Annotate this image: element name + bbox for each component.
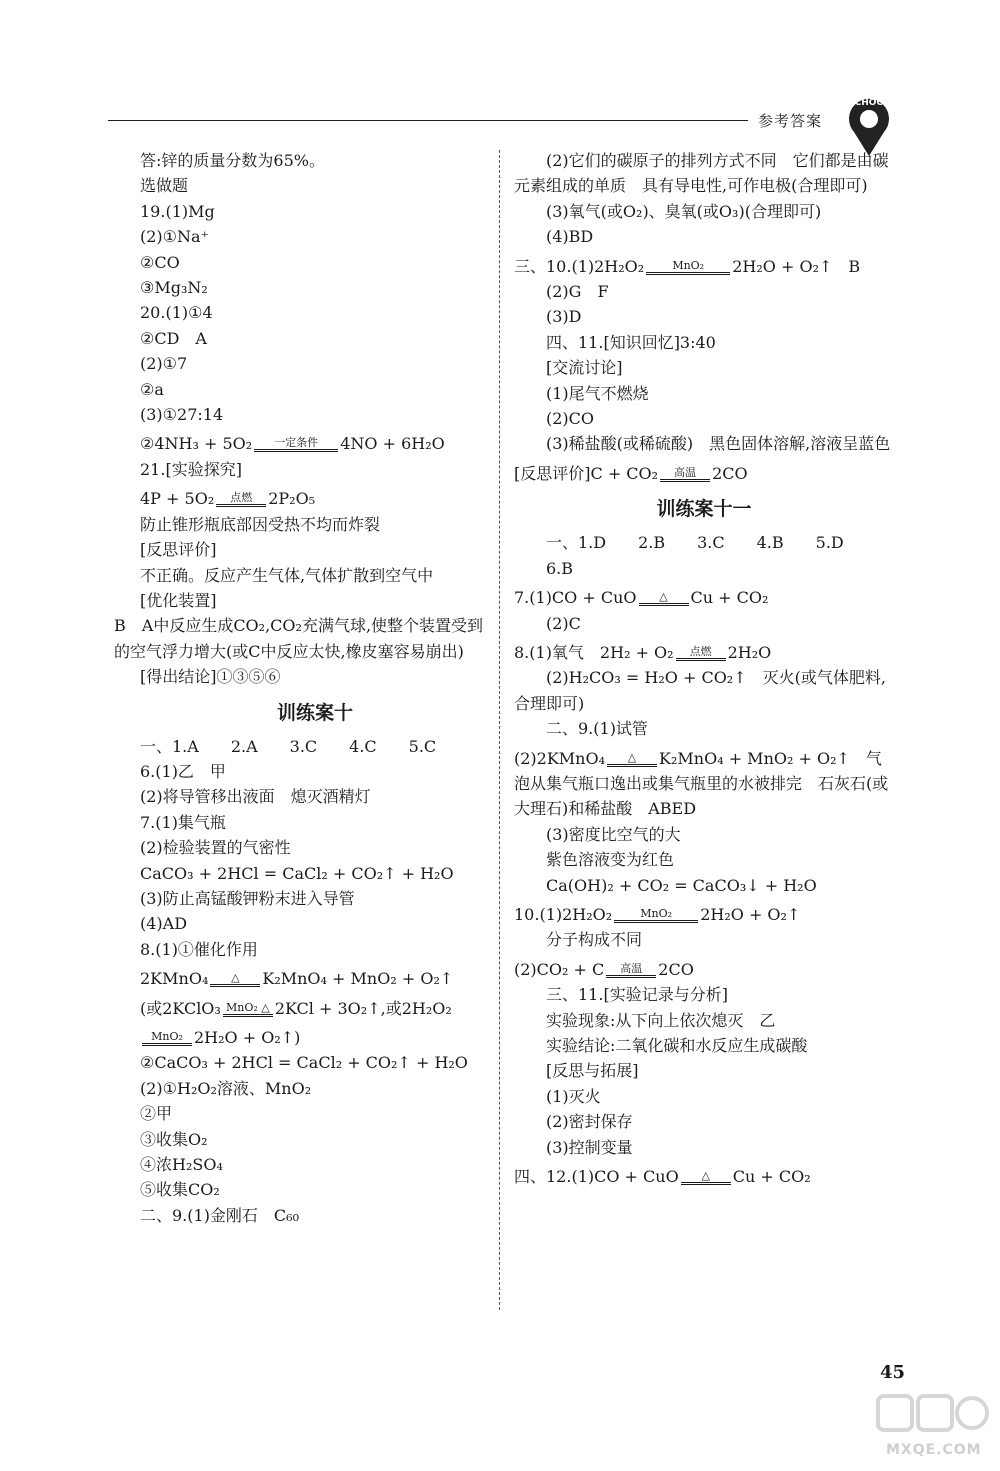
answer-line: (3)密度比空气的大 [546,824,681,844]
answer-line: 21.[实验探究] [140,459,242,479]
equation-condition: 一定条件 [254,437,338,452]
equation-right: K₂MnO₄ + MnO₂ + O₂↑ 气 [659,748,882,768]
equation-right: Cu + CO₂ [690,588,769,608]
right-column [514,148,894,1189]
answer-line: (2)检验装置的气密性 [140,838,291,858]
equation [514,250,894,279]
answer-line: [交流讨论] [546,358,623,378]
equation [140,962,490,991]
equation-left: 10.(1)2H₂O₂ [514,904,613,924]
answer-line: (1)尾气不燃烧 [546,383,649,403]
answer-line: B A中反应生成CO₂,CO₂充满气球,使整个装置受到的空气浮力增大(或C中反应太快,橡皮塞容易崩出) [114,616,484,661]
answer-line: (2)它们的碳原子的排列方式不同 它们都是由碳元素组成的单质 具有导电性,可作电极(合理即可) [514,151,889,196]
equation-right: 2H₂O + O₂↑ [700,904,801,924]
answer-line: [反思评价] [140,540,217,560]
answer-line: 不正确。反应产生气体,气体扩散到空气中 [140,565,434,585]
equation-right: 2CO [712,463,748,483]
school-logo-text: SCHOOL [848,98,890,108]
equation [140,1021,490,1050]
equation-condition: MnO₂ [142,1031,192,1046]
answer-line: (3)D [546,307,582,327]
answer-line: 一、1.A 2.A 3.C 4.C 5.C [140,736,437,756]
equation-condition: 高温 [660,467,710,482]
answer-line: ③收集O₂ [140,1129,208,1149]
answer-line: [得出结论]①③⑤⑥ [140,667,281,687]
answer-line: (3)防止高锰酸钾粉末进入导管 [140,888,355,908]
equation-condition: △ [607,752,657,767]
answer-line: 三、11.[实验记录与分析] [546,985,728,1005]
answer-line: ②甲 [140,1104,173,1124]
answer-line: (2)密封保存 [546,1112,633,1132]
equation-left: (或2KClO₃ [140,998,221,1018]
answer-line: 二、9.(1)金刚石 C₆₀ [140,1205,300,1225]
equation [140,427,490,456]
equation-left: 8.(1)氧气 2H₂ + O₂ [514,642,674,662]
equation-right: 2H₂O [727,642,772,662]
equation-right: 2KCl + 3O₂↑,或2H₂O₂ [274,998,452,1018]
equation-right: Cu + CO₂ [732,1167,811,1187]
answer-line: (4)AD [140,914,188,934]
answer-line: 实验结论:二氧化碳和水反应生成碳酸 [546,1036,808,1055]
equation-condition: △ [681,1170,731,1185]
left-column [114,148,490,1228]
answer-line: (2)H₂CO₃ = H₂O + CO₂↑ 灭火(或气体肥料,合理即可) [514,668,886,713]
answer-line: ②CO [140,252,180,272]
answer-line: 防止锥形瓶底部因受热不均而炸裂 [140,514,381,534]
equation [514,953,894,982]
equation-right: 2H₂O + O₂↑ B [732,256,861,276]
equation-left: 4P + 5O₂ [140,489,215,509]
equation-left: 三、10.(1)2H₂O₂ [514,256,645,276]
watermark-icon [860,1390,990,1470]
equation [514,636,894,665]
answer-line: (2)①H₂O₂溶液、MnO₂ [140,1078,312,1098]
equation [514,1160,894,1189]
answer-line: ②CD A [140,328,207,348]
answer-line: 紫色溶液变为红色 [546,850,675,870]
equation-left: 7.(1)CO + CuO [514,588,637,608]
answer-line: 一、1.D 2.B 3.C 4.B 5.D [546,533,844,553]
answer-line: 答:锌的质量分数为65%。 [140,151,325,170]
answer-line: 8.(1)①催化作用 [140,939,258,959]
column-divider [499,150,500,1310]
equation [514,457,894,486]
answer-line: (2)①7 [140,354,188,374]
answer-line: 分子构成不同 [546,930,643,950]
equation-left: (2)2KMnO₄ [514,748,606,768]
answer-line: (4)BD [546,227,594,247]
answer-line: 6.(1)乙 甲 [140,761,226,781]
answer-line: 19.(1)Mg [140,201,215,221]
answer-line: 泡从集气瓶口逸出或集气瓶里的水被排完 石灰石(或大理石)和稀盐酸 ABED [514,773,889,819]
answer-line: (3)氧气(或O₂)、臭氧(或O₃)(合理即可) [546,201,822,221]
equation-right: K₂MnO₄ + MnO₂ + O₂↑ [262,969,454,989]
answer-line: ②CaCO₃ + 2HCl = CaCl₂ + CO₂↑ + H₂O [140,1053,468,1073]
equation-condition: 点燃 [676,646,726,661]
equation-condition: MnO₂ [614,908,698,923]
answer-line: 7.(1)集气瓶 [140,812,226,832]
answer-line: (2)C [546,613,581,633]
header-label: 参考答案 [758,112,823,130]
answer-line: (2)G F [546,282,609,302]
equation-condition: MnO₂ △ [223,1002,273,1017]
answer-line: [反思与拓展] [546,1061,639,1081]
equation [140,992,490,1021]
equation-condition: △ [639,591,689,606]
answer-line: (2)CO [546,409,595,429]
answer-line: 四、11.[知识回忆]3:40 [546,332,716,352]
equation-left: 四、12.(1)CO + CuO [514,1167,679,1187]
answer-line: [优化装置] [140,590,217,610]
answer-line: Ca(OH)₂ + CO₂ = CaCO₃↓ + H₂O [546,875,817,895]
equation-left: 2KMnO₄ [140,969,209,989]
page-number: 45 [880,1362,906,1383]
answer-line: CaCO₃ + 2HCl = CaCl₂ + CO₂↑ + H₂O [140,863,454,883]
answer-line: ④浓H₂SO₄ [140,1155,223,1175]
answer-line: 20.(1)①4 [140,303,213,323]
answer-line: ②a [140,379,164,399]
answer-line: (3)稀盐酸(或稀硫酸) 黑色固体溶解,溶液呈蓝色 [546,434,891,454]
answer-line: (3)控制变量 [546,1137,633,1157]
equation-left: (2)CO₂ + C [514,959,605,979]
answer-line: (2)将导管移出液面 熄灭酒精灯 [140,787,371,807]
equation-left: [反思评价]C + CO₂ [514,463,659,483]
equation-left: ②4NH₃ + 5O₂ [140,434,253,454]
watermark-text: MXQE.COM [886,1442,982,1458]
equation-right: 2H₂O + O₂↑) [194,1028,301,1047]
answer-line: (2)①Na⁺ [140,227,209,247]
equation-condition: MnO₂ [646,260,730,275]
section-title: 训练案十一 [656,498,752,521]
answer-line: 二、9.(1)试管 [546,719,648,739]
answer-line: 实验现象:从下向上依次熄灭 乙 [546,1010,776,1030]
equation [514,898,894,927]
equation [514,581,894,610]
equation [514,742,894,771]
answer-line: (3)①27:14 [140,405,224,425]
answer-line: ③Mg₃N₂ [140,278,208,298]
header-rule [108,120,748,121]
equation-right: 4NO + 6H₂O [340,434,445,454]
answer-line: 选做题 [140,176,189,196]
equation-right: 2P₂O₅ [268,489,316,509]
equation-condition: 高温 [606,963,656,978]
answer-line: (1)灭火 [546,1086,601,1106]
equation-condition: △ [210,972,260,987]
equation [140,482,490,511]
section-title: 训练案十 [276,701,353,724]
answer-line: ⑤收集CO₂ [140,1180,220,1200]
equation-right: 2CO [658,959,694,979]
answer-line: 6.B [546,558,574,578]
equation-condition: 点燃 [216,492,266,507]
